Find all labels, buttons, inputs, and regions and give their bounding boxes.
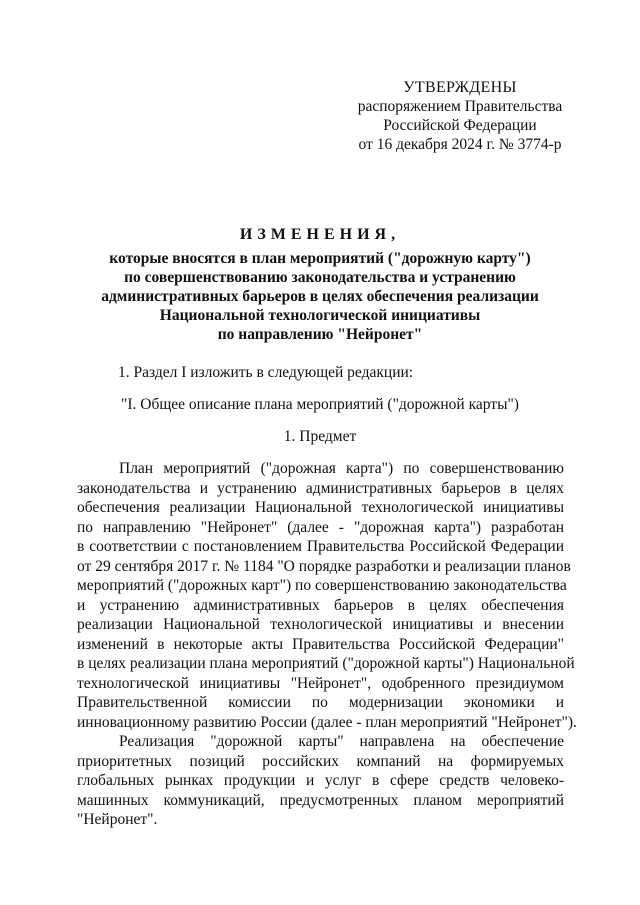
paragraph-1-line: по направлению "Нейронет" (далее - "дорожная карта") разработан bbox=[77, 518, 564, 536]
title-line: Национальной технологической инициативы bbox=[159, 307, 481, 324]
title-line: по совершенствованию законодательства и устранению bbox=[124, 269, 516, 286]
paragraph-1-line: План мероприятий ("дорожная карта") по совершенствованию bbox=[119, 460, 564, 477]
paragraph-1-line: обеспечения реализации Национальной технологической инициативы bbox=[77, 499, 564, 516]
paragraph-1-line: мероприятий ("дорожных карт") по совершенствованию законодательства bbox=[77, 577, 567, 594]
paragraph-1-line: технологической инициативы "Нейронет", одобренного президиумом bbox=[77, 674, 564, 692]
paragraph-2-line: приоритетных позиций российских компаний на формируемых bbox=[77, 752, 564, 770]
paragraph-2-line: глобальных рынках продукции и услуг в сфере средств человеко- bbox=[77, 772, 564, 789]
subsection-heading: 1. Предмет bbox=[283, 428, 357, 445]
paragraph-1-line: в соответствии с постановлением Правительства Российской Федерации bbox=[77, 538, 564, 555]
paragraph-1-line: законодательства и устранению административных барьеров в целях bbox=[77, 479, 564, 497]
paragraph-1-line: в целях реализации плана мероприятий ("дорожной карты") Национальной bbox=[77, 655, 575, 672]
body-text bbox=[77, 459, 577, 830]
title-line: административных барьеров в целях обеспечения реализации bbox=[101, 288, 539, 305]
title-line: которые вносятся в план мероприятий ("дорожную карту") bbox=[109, 250, 531, 267]
approval-issuer: распоряжением Правительства bbox=[357, 98, 563, 115]
approval-stamp bbox=[340, 78, 580, 154]
paragraph-1-line: от 29 сентября 2017 г. № 1184 "О порядке разработки и реализации планов bbox=[77, 557, 571, 575]
paragraph-2-line: "Нейронет". bbox=[77, 811, 158, 828]
section-heading: "I. Общее описание плана мероприятий ("дорожной карты") bbox=[121, 396, 519, 413]
paragraph-1-line: реализации Национальной технологической инициативы и внесении bbox=[77, 616, 564, 633]
paragraph-1-line: инновационному развитию России (далее - план мероприятий "Нейронет"). bbox=[77, 713, 577, 731]
title-line: по направлению "Нейронет" bbox=[217, 326, 423, 343]
paragraph-1-line: изменений в некоторые акты Правительства Российской Федерации" bbox=[77, 635, 564, 653]
approval-date-number: от 16 декабря 2024 г. № 3774-р bbox=[358, 136, 562, 153]
paragraph-1-line: Правительственной комиссии по модернизации экономики и bbox=[77, 694, 564, 711]
approval-issuer-country: Российской Федерации bbox=[383, 117, 537, 134]
title-heading: ИЗМЕНЕНИЯ, bbox=[239, 226, 401, 243]
item-1-text: 1. Раздел I изложить в следующей редакции: bbox=[118, 364, 414, 381]
paragraph-2-line: машинных коммуникаций, предусмотренных планом мероприятий bbox=[77, 791, 564, 809]
document-title bbox=[80, 225, 560, 344]
paragraph-1-line: и устранению административных барьеров в целях обеспечения bbox=[77, 596, 564, 614]
paragraph-2-line: Реализация "дорожной карты" направлена на обеспечение bbox=[119, 733, 564, 750]
approval-title: УТВЕРЖДЕНЫ bbox=[403, 79, 517, 96]
